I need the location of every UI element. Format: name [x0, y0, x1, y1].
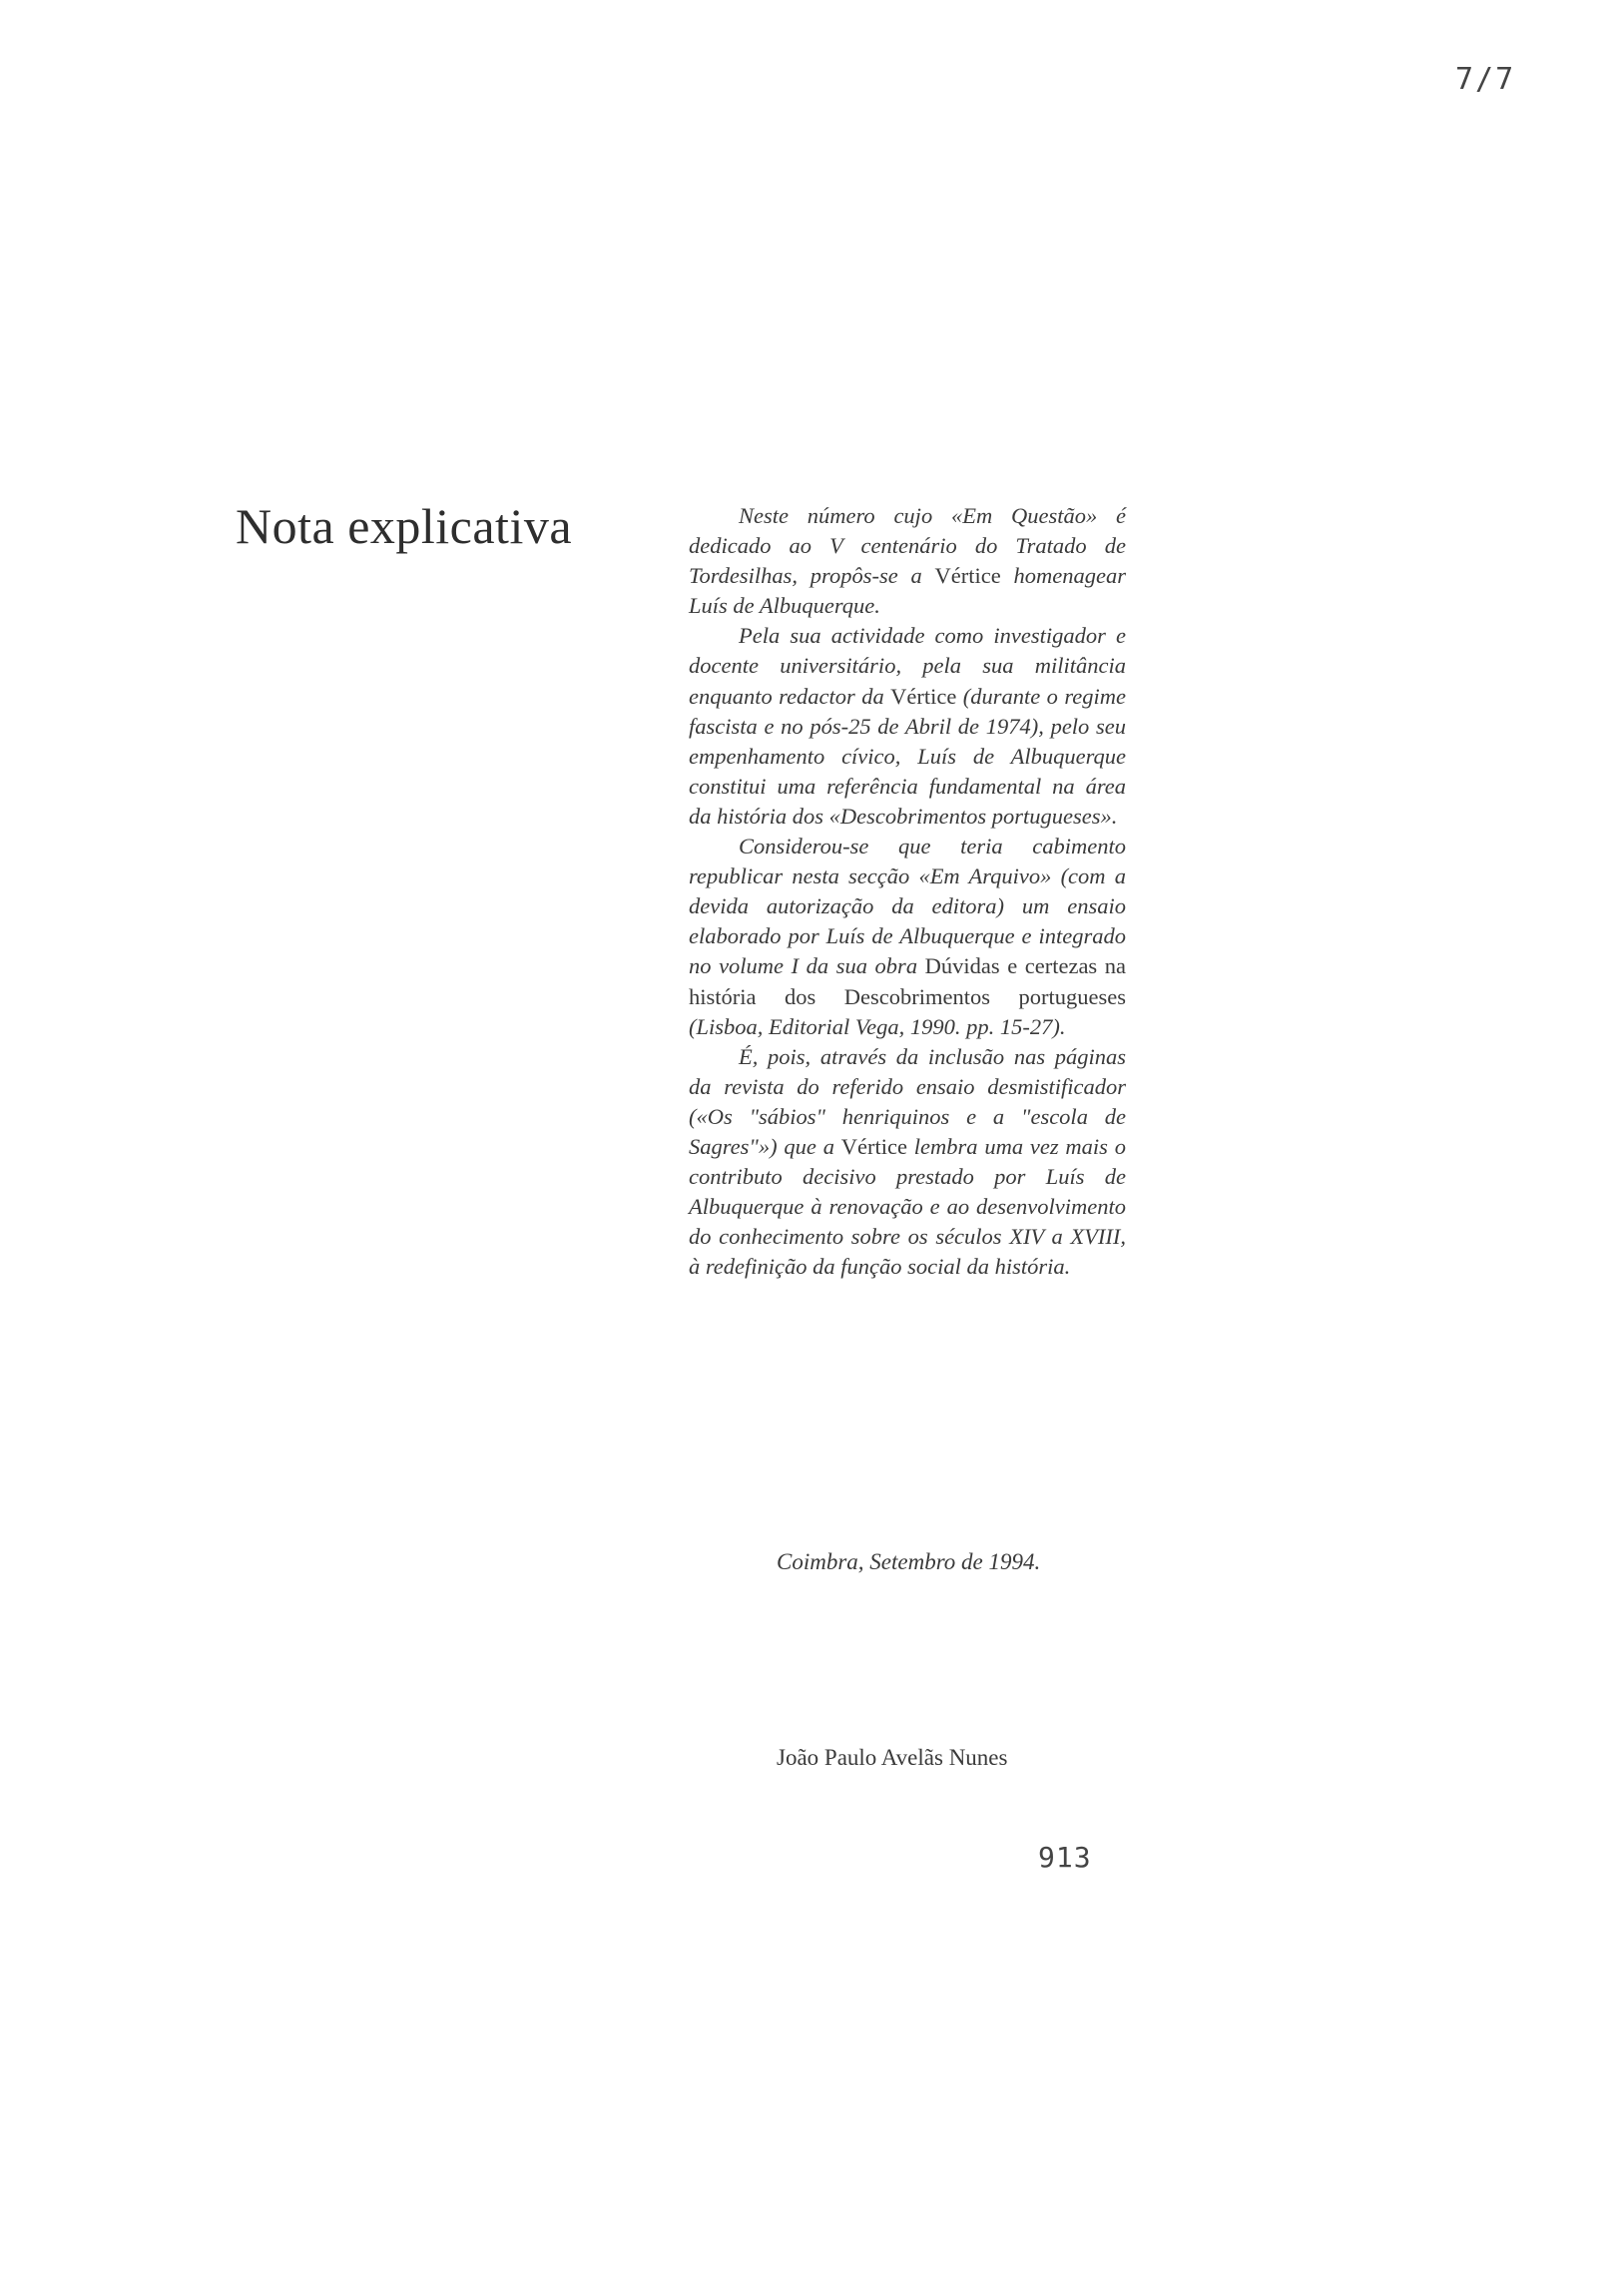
- paragraph-2-segment-2: Vértice: [890, 683, 957, 709]
- page-number: 913: [1038, 1841, 1092, 1874]
- paragraph-4: [689, 1042, 1126, 1283]
- paragraph-4-segment-2: Vértice: [840, 1133, 907, 1159]
- paragraph-3-segment-1: Considerou-se que teria cabimento republicar nesta secção «Em Arquivo» (com a devida autorização da editora) um ensaio elaborado por Luís de Albuquerque e integrado no volume I da sua obra: [689, 834, 1126, 979]
- paragraph-1-segment-3: homenagear Luís de Albuquerque.: [689, 563, 1126, 619]
- paragraph-4-segment-1: É, pois, através da inclusão nas páginas da revista do referido ensaio desmistificador («Os "sábios" henriquinos e a "escola de Sagres"») que a: [689, 1043, 1126, 1159]
- paragraph-2-segment-3: (durante o regime fascista e no pós-25 de Abril de 1974), pelo seu empenhamento cívico, Luís de Albuquerque constitui uma referência fundamental na área da história dos «Descobrimentos portugueses».: [689, 683, 1126, 829]
- paragraph-4-segment-3: lembra uma vez mais o contributo decisivo prestado por Luís de Albuquerque à renovação e ao desenvolvimento do conhecimento sobre os séculos XIV a XVIII, à redefinição da função social da história.: [689, 1133, 1126, 1280]
- paragraph-1-segment-1: Neste número cujo «Em Questão» é dedicado ao V centenário do Tratado de Tordesilhas, propôs-se a: [689, 503, 1126, 589]
- author-signature: João Paulo Avelãs Nunes: [777, 1745, 1008, 1770]
- paragraph-3: [689, 832, 1126, 1042]
- paragraph-3-segment-2: Dúvidas e certezas na história dos Descobrimentos portugueses: [689, 953, 1126, 1009]
- body-text-column: [689, 501, 1126, 1282]
- paragraph-3-segment-3: (Lisboa, Editorial Vega, 1990. pp. 15-27).: [689, 1013, 1066, 1039]
- paragraph-2-segment-1: Pela sua actividade como investigador e docente universitário, pela sua militância enquanto redactor da: [689, 623, 1126, 709]
- page-counter: 7/7: [1455, 62, 1516, 97]
- paragraph-1: [689, 501, 1126, 621]
- place-and-date: Coimbra, Setembro de 1994.: [777, 1549, 1041, 1574]
- paragraph-2: [689, 621, 1126, 832]
- page-heading: Nota explicativa: [236, 498, 573, 554]
- paragraph-1-segment-2: Vértice: [934, 563, 1001, 589]
